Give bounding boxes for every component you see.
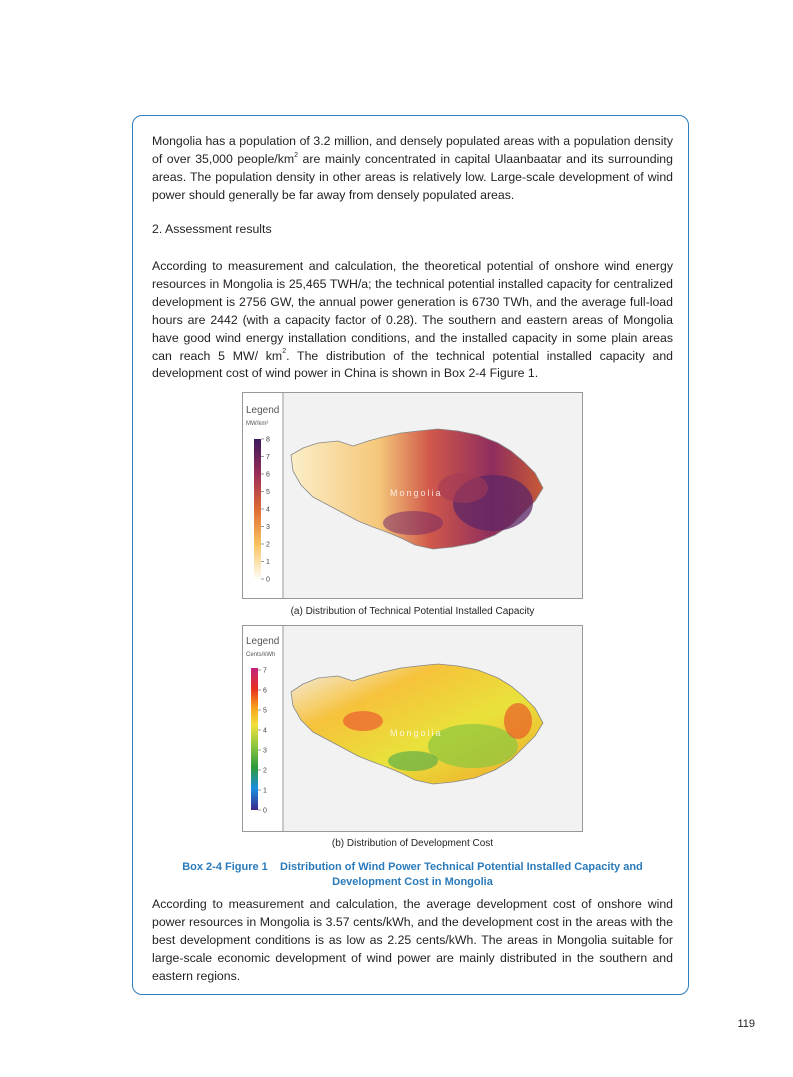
legend-tick-label: 6	[263, 687, 267, 695]
legend-tick-label: 5	[263, 707, 267, 715]
legend-tick-label: 2	[263, 767, 267, 775]
legend-tick-label: 3	[266, 524, 270, 531]
legend-tick-label: 1	[266, 559, 270, 566]
map-label: Mongolia	[390, 728, 443, 738]
legend-colorbar	[254, 439, 261, 579]
results-paragraph: According to measurement and calculation, the theoretical potential of onshore wind energy resources in Mongolia is 25,465 TWH/a; the technical potential installed capacity for centralized development is 2756 GW, the annual power generation is 6730 TWh, and the average full-load hours are 2442 (with a capacity factor of 0.28). The southern and eastern areas of Mongolia have good wind energy installation conditions, and the installed capacity in some plain areas can reach 5 MW/ $km^2$. The distribution of the technical potential installed capacity and development cost of wind power in China is shown in Box 2-4 Figure 1.	[152, 259, 674, 381]
legend-tick-label: 4	[263, 727, 267, 735]
legend-tick-label: 4	[266, 506, 270, 514]
page-number: 119	[737, 1018, 755, 1030]
section-heading: 2. Assessment results	[152, 222, 272, 236]
map-technical-potential	[242, 392, 583, 599]
caption-map-b: (b) Distribution of Development Cost	[331, 838, 494, 849]
figure-caption-line-1: Box 2-4 Figure 1 Distribution of Wind Power Technical Potential Installed Capacity and	[182, 861, 643, 873]
legend-unit: Cents/kWh	[246, 652, 276, 658]
legend-tick-label: 0	[263, 807, 267, 815]
legend-colorbar	[251, 668, 258, 810]
intro-paragraph: Mongolia has a population of 3.2 million, and densely populated areas with a population density of over 35,000 people/$km^2$ are mainly concentrated in capital Ulaanbaatar and its surrounding areas. The population density in other areas is relatively low. Large-scale development of wind power should generally be far away from densely populated areas.	[152, 134, 673, 202]
legend-title: Legend	[246, 405, 280, 416]
map-development-cost	[242, 625, 583, 832]
legend-tick-label: 7	[266, 454, 270, 461]
legend-tick-label: 2	[266, 541, 270, 549]
legend-tick-label: 1	[263, 787, 267, 795]
legend-tick-label: 5	[266, 489, 270, 496]
legend-tick-label: 3	[263, 747, 267, 755]
legend-tick-label: 7	[263, 667, 267, 675]
cost-paragraph: According to measurement and calculation, the average development cost of onshore wind power resources in Mongolia is 3.57 cents/kWh, and the development cost in the areas with the best development conditions is as low as 2.25 cents/kWh. The areas in Mongolia suitable for large-scale economic development of wind power are mainly distributed in the southern and eastern regions.	[152, 897, 673, 983]
legend-tick-label: 8	[266, 436, 270, 444]
legend-tick-label: 0	[266, 576, 270, 584]
figure-caption	[152, 860, 673, 889]
legend-unit: MW/km²	[246, 421, 269, 427]
caption-map-a: (a) Distribution of Technical Potential Installed Capacity	[290, 606, 535, 617]
figure-caption-line-2: Development Cost in Mongolia	[332, 875, 493, 888]
legend-tick-label: 6	[266, 471, 270, 479]
map-label: Mongolia	[390, 488, 443, 498]
legend-title: Legend	[246, 636, 280, 647]
